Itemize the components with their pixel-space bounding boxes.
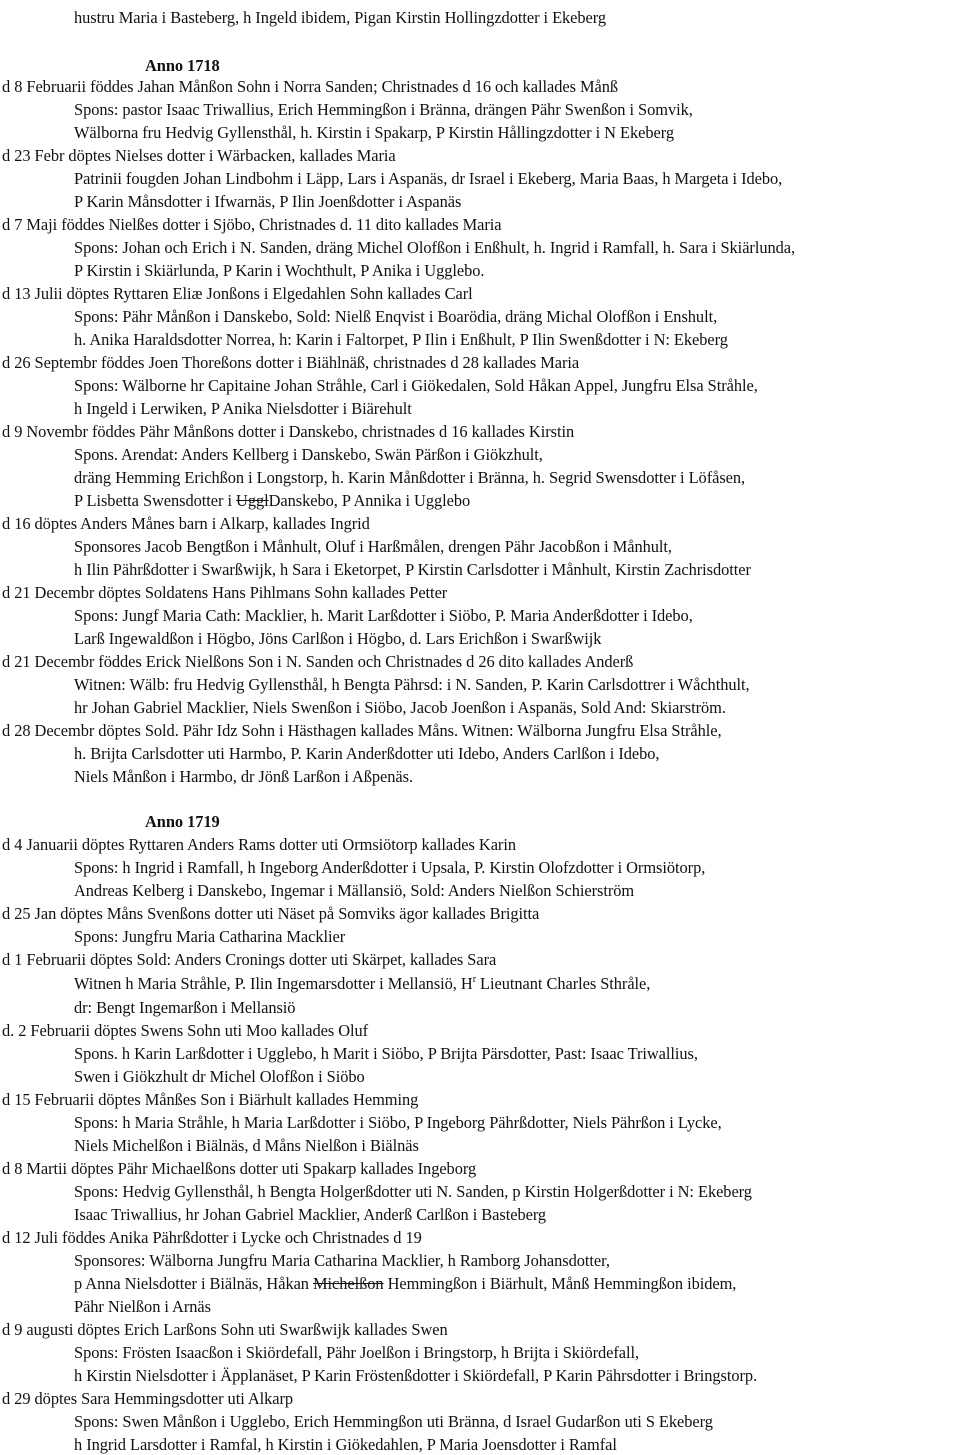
record-line: Patrinii fougden Johan Lindbohm i Läpp, Lars i Aspanäs, dr Israel i Ekeberg, Maria Baas, h Margeta i Idebo, — [74, 169, 783, 188]
record-line: Swen i Giökzhult dr Michel Olofßon i Siöbo — [74, 1067, 365, 1086]
record-line: d 15 Februarii döptes Månßes Son i Biärhult kallades Hemming — [2, 1090, 419, 1109]
record-line: hr Johan Gabriel Macklier, Niels Swenßon i Siöbo, Jacob Joenßon i Aspanäs, Sold And: Skiarström. — [74, 698, 726, 717]
record-line: d 28 Decembr döptes Sold. Pähr Idz Sohn i Hästhagen kallades Måns. Witnen: Wälborna Jungfru Elsa Stråhle, — [2, 721, 722, 740]
record-line: Spons: pastor Isaac Triwallius, Erich Hemmingßon i Bränna, drängen Pähr Swenßon i Somvik, — [74, 100, 693, 119]
year-heading: Anno 1719 — [145, 812, 220, 831]
record-line: d 26 Septembr föddes Joen Thoreßons dotter i Biählnäß, christnades d 28 kallades Maria — [2, 353, 580, 372]
text-segment: Hemmingßon i Biärhult, Månß Hemmingßon ibidem, — [383, 1274, 737, 1293]
record-line: Spons: Wälborne hr Capitaine Johan Stråhle, Carl i Giökedalen, Sold Håkan Appel, Jungfru Elsa Stråhle, — [74, 376, 758, 395]
record-line: d 9 Novembr föddes Pähr Månßons dotter i Danskebo, christnades d 16 kallades Kirstin — [2, 422, 575, 441]
record-line: d 7 Maji föddes Nielßes dotter i Sjöbo, Christnades d. 11 dito kallades Maria — [2, 215, 502, 234]
record-line: dräng Hemming Erichßon i Longstorp, h. Karin Månßdotter i Bränna, h. Segrid Swensdotter i Löfåsen, — [74, 468, 746, 487]
text-segment: Lieutnant Charles Sthråle, — [475, 974, 651, 993]
record-line: Spons: Frösten Isaacßon i Skiördefall, Pähr Joelßon i Bringstorp, h Brijta i Skiördefall, — [74, 1343, 640, 1362]
record-line: d 1 Februarii döptes Sold: Anders Cronings dotter uti Skärpet, kallades Sara — [2, 950, 497, 969]
text-segment: P Lisbetta Swensdotter i — [74, 491, 237, 510]
record-line: Witnen: Wälb: fru Hedvig Gyllensthål, h Bengta Pährsd: i N. Sanden, P. Karin Carlsdottrer i Wåchthult, — [74, 675, 750, 694]
record-line: Spons: h Maria Stråhle, h Maria Larßdotter i Siöbo, P Ingeborg Pährßdotter, Niels Pährßon i Lycke, — [74, 1113, 722, 1132]
record-line: d 4 Januarii döptes Ryttaren Anders Rams dotter uti Ormsiötorp kallades Karin — [2, 835, 516, 854]
record-line: d 8 Martii döptes Pähr Michaelßons dotter uti Spakarp kallades Ingeborg — [2, 1159, 477, 1178]
record-line — [74, 974, 650, 994]
record-line: h Ilin Pährßdotter i Swarßwijk, h Sara i Eketorpet, P Kirstin Carlsdotter i Månhult, Kirstin Zachrisdotter — [74, 560, 751, 579]
record-line: d 16 döptes Anders Månes barn i Alkarp, kallades Ingrid — [2, 514, 370, 533]
record-line: d 8 Februarii föddes Jahan Månßon Sohn i Norra Sanden; Christnades d 16 och kallades Månß — [2, 77, 619, 96]
record-line: Spons: Jungfru Maria Catharina Macklier — [74, 927, 346, 946]
record-line: h. Brijta Carlsdotter uti Harmbo, P. Karin Anderßdotter uti Idebo, Anders Carlßon i Idebo, — [74, 744, 660, 763]
record-line — [74, 491, 470, 511]
record-line: Pähr Nielßon i Arnäs — [74, 1297, 211, 1316]
record-line: Spons: h Ingrid i Ramfall, h Ingeborg Anderßdotter i Upsala, P. Kirstin Olofzdotter i Ormsiötorp, — [74, 858, 706, 877]
record-line: Wälborna fru Hedvig Gyllensthål, h. Kirstin i Spakarp, P Kirstin Hållingzdotter i N Ekeberg — [74, 123, 674, 142]
year-heading: Anno 1718 — [145, 56, 220, 75]
record-line — [74, 1274, 736, 1294]
record-line: Spons. Arendat: Anders Kellberg i Danskebo, Swän Pärßon i Giökzhult, — [74, 445, 543, 464]
record-line: d 21 Decembr döptes Soldatens Hans Pihlmans Sohn kallades Petter — [2, 583, 448, 602]
record-line: Spons: Swen Månßon i Ugglebo, Erich Hemmingßon uti Bränna, d Israel Gudarßon uti S Ekeberg — [74, 1412, 713, 1431]
record-line: Niels Michelßon i Biälnäs, d Måns Nielßon i Biälnäs — [74, 1136, 419, 1155]
struck-text: Uggl — [236, 491, 269, 510]
record-line: P Karin Månsdotter i Ifwarnäs, P Ilin Joenßdotter i Aspanäs — [74, 192, 462, 211]
record-line: h Ingeld i Lerwiken, P Anika Nielsdotter i Biärehult — [74, 399, 412, 418]
record-line: d. 2 Februarii döptes Swens Sohn uti Moo kallades Oluf — [2, 1021, 369, 1040]
record-line: Spons: Johan och Erich i N. Sanden, dräng Michel Olofßon i Enßhult, h. Ingrid i Ramfall, h. Sara i Skiärlunda, — [74, 238, 796, 257]
record-line: d 25 Jan döptes Måns Svenßons dotter uti Näset på Somviks ägor kallades Brigitta — [2, 904, 540, 923]
record-line: d 12 Juli föddes Anika Pährßdotter i Lycke och Christnades d 19 — [2, 1228, 422, 1247]
record-line: d 9 augusti döptes Erich Larßons Sohn uti Swarßwijk kallades Swen — [2, 1320, 448, 1339]
record-line: dr: Bengt Ingemarßon i Mellansiö — [74, 998, 296, 1017]
text-segment: p Anna Nielsdotter i Biälnäs, Håkan — [74, 1274, 314, 1293]
record-line: P Kirstin i Skiärlunda, P Karin i Wochthult, P Anika i Ugglebo. — [74, 261, 485, 280]
record-line: hustru Maria i Basteberg, h Ingeld ibidem, Pigan Kirstin Hollingzdotter i Ekeberg — [74, 8, 607, 27]
record-line: d 29 döptes Sara Hemmingsdotter uti Alkarp — [2, 1389, 294, 1408]
record-line: Niels Månßon i Harmbo, dr Jönß Larßon i Aßpenäs. — [74, 767, 414, 786]
record-line: Sponsores: Wälborna Jungfru Maria Catharina Macklier, h Ramborg Johansdotter, — [74, 1251, 610, 1270]
record-line: Spons: Jungf Maria Cath: Macklier, h. Marit Larßdotter i Siöbo, P. Maria Anderßdotter i Idebo, — [74, 606, 693, 625]
record-line: h. Anika Haraldsdotter Norrea, h: Karin i Faltorpet, P Ilin i Enßhult, P Ilin Swenßdotter i N: Ekeberg — [74, 330, 728, 349]
text-segment: Witnen h Maria Stråhle, P. Ilin Ingemarsdotter i Mellansiö, H — [74, 974, 473, 993]
record-line: Spons. h Karin Larßdotter i Ugglebo, h Marit i Siöbo, P Brijta Pärsdotter, Past: Isaac Triwallius, — [74, 1044, 698, 1063]
record-line: h Kirstin Nielsdotter i Äpplanäset, P Karin Fröstenßdotter i Skiördefall, P Karin Pährsdotter i Bringstorp. — [74, 1366, 758, 1385]
superscript: r — [472, 974, 476, 985]
record-line: Isaac Triwallius, hr Johan Gabriel Macklier, Anderß Carlßon i Basteberg — [74, 1205, 547, 1224]
record-line: d 13 Julii döptes Ryttaren Eliæ Jonßons i Elgedahlen Sohn kallades Carl — [2, 284, 473, 303]
record-line: d 23 Febr döptes Nielses dotter i Wärbacken, kallades Maria — [2, 146, 396, 165]
record-line: Spons: Pähr Månßon i Danskebo, Sold: Nielß Enqvist i Boarödia, dräng Michal Olofßon i Enshult, — [74, 307, 718, 326]
record-line: Sponsores Jacob Bengtßon i Månhult, Oluf i Harßmålen, drengen Pähr Jacobßon i Månhult, — [74, 537, 672, 556]
record-line: Andreas Kelberg i Danskebo, Ingemar i Mällansiö, Sold: Anders Nielßon Schierström — [74, 881, 635, 900]
text-segment: Danskebo, P Annika i Ugglebo — [268, 491, 471, 510]
record-line: Spons: Hedvig Gyllensthål, h Bengta Holgerßdotter uti N. Sanden, p Kirstin Holgerßdotter i N: Ekeberg — [74, 1182, 752, 1201]
record-line: h Ingrid Larsdotter i Ramfal, h Kirstin i Giökedahlen, P Maria Joensdotter i Ramfal — [74, 1435, 617, 1454]
record-line: d 21 Decembr föddes Erick Nielßons Son i N. Sanden och Christnades d 26 dito kallades Anderß — [2, 652, 634, 671]
record-line: Larß Ingewaldßon i Högbo, Jöns Carlßon i Högbo, d. Lars Erichßon i Swarßwijk — [74, 629, 602, 648]
struck-text: Michelßon — [313, 1274, 384, 1293]
